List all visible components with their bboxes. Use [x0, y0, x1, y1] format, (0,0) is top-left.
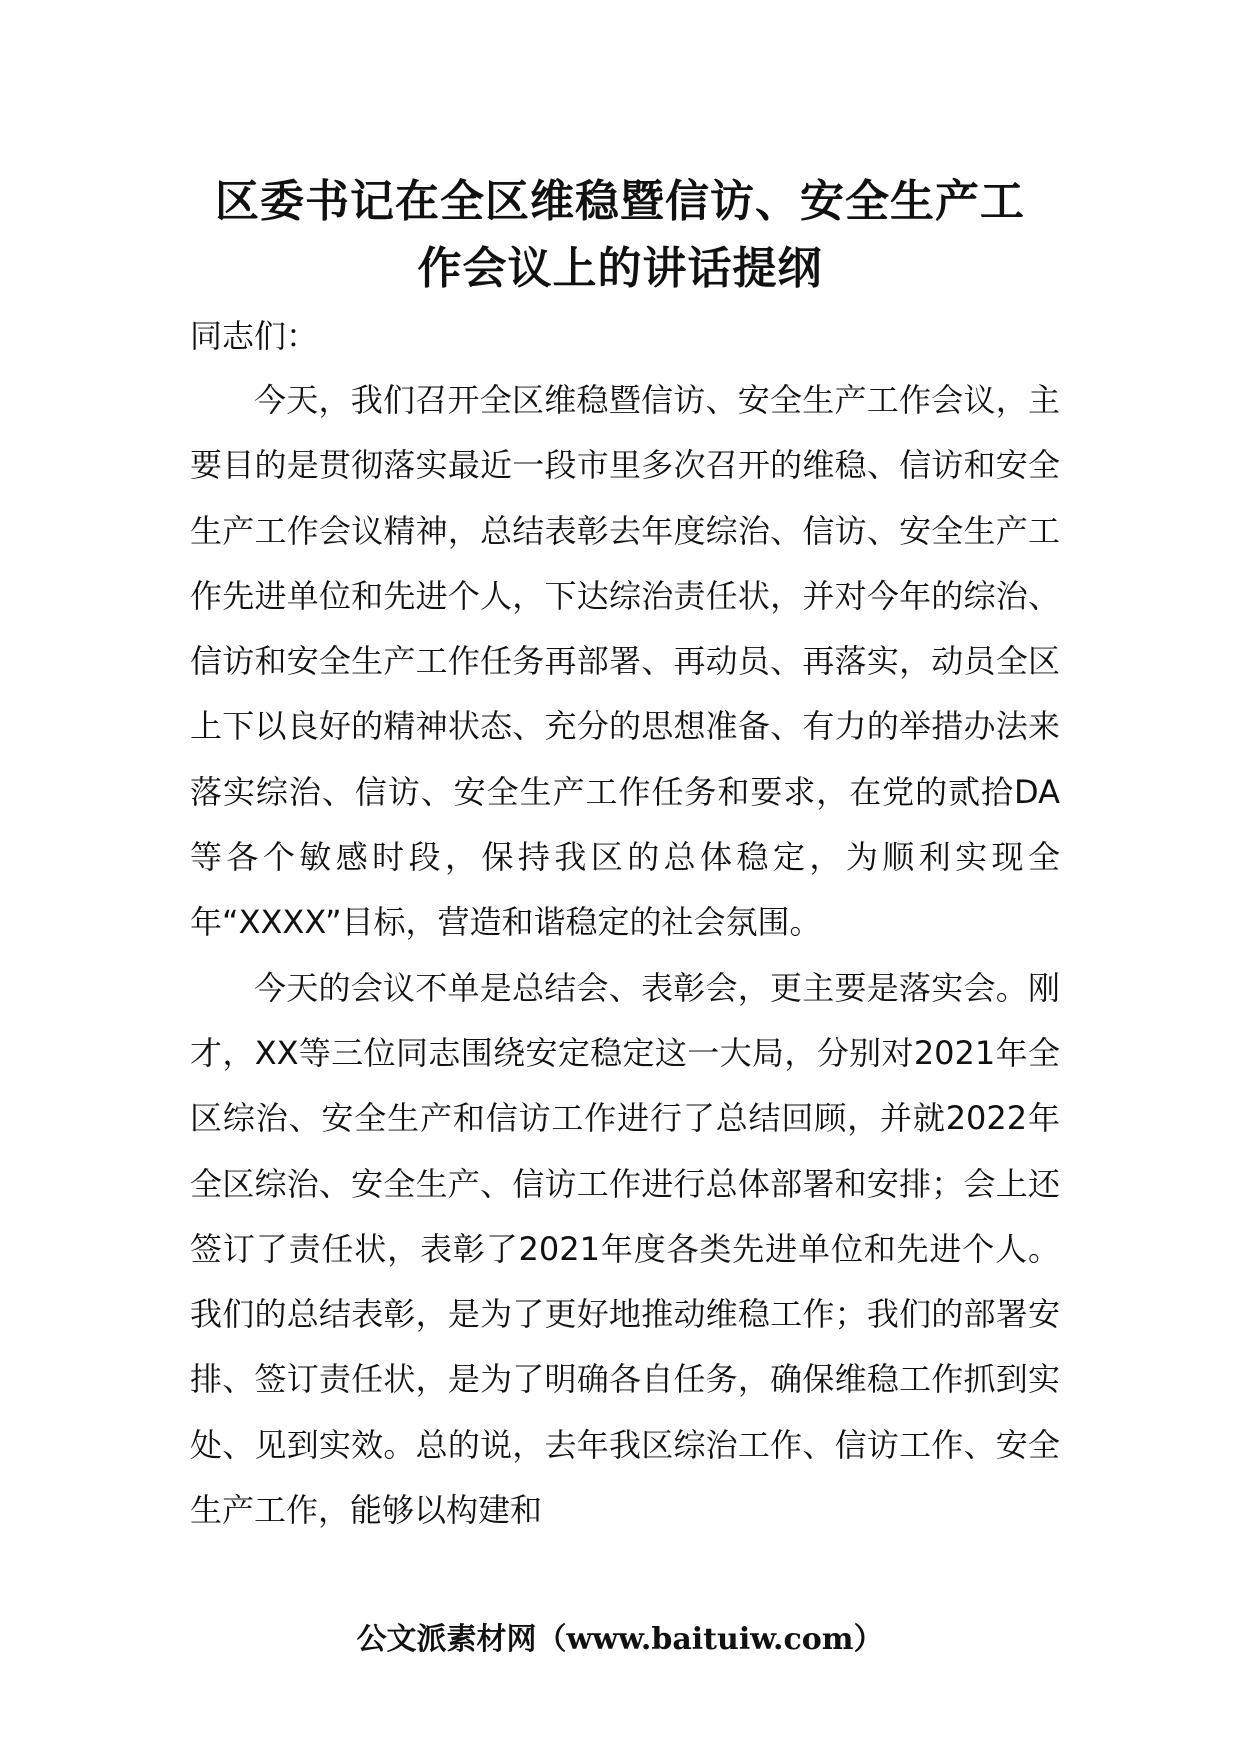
- document-body: [190, 368, 1060, 1543]
- paragraph-1: 今天，我们召开全区维稳暨信访、安全生产工作会议，主要目的是贯彻落实最近一段市里多次召开的维稳、信访和安全生产工作会议精神，总结表彰去年度综治、信访、安全生产工作先进单位和先进个人，下达综治责任状，并对今年的综治、信访和安全生产工作任务再部署、再动员、再落实，动员全区上下以良好的精神状态、充分的思想准备、有力的举措办法来落实综治、信访、安全生产工作任务和要求，在党的贰拾DA等各个敏感时段，保持我区的总体稳定，为顺利实现全年“XXXX”目标，营造和谐稳定的社会氛围。: [190, 381, 1060, 942]
- title-line-1: 区委书记在全区维稳暨信访、安全生产工: [215, 176, 1025, 227]
- footer-watermark: 公文派素材网（www.baituiw.com）: [356, 1622, 884, 1657]
- title-line-2: 作会议上的讲话提纲: [417, 243, 823, 294]
- greeting: 同志们：: [190, 317, 319, 355]
- paragraph-2: 今天的会议不单是总结会、表彰会，更主要是落实会。刚才，XX等三位同志围绕安定稳定这一大局，分别对2021年全区综治、安全生产和信访工作进行了总结回顾，并就2022年全区综治、安全生产、信访工作进行总体部署和安排；会上还签订了责任状，表彰了2021年度各类先进单位和先进个人。我们的总结表彰，是为了更好地推动维稳工作；我们的部署安排、签订责任状，是为了明确各自任务，确保维稳工作抓到实处、见到实效。总的说，去年我区综治工作、信访工作、安全生产工作，能够以构建和: [190, 968, 1060, 1530]
- document-title: [140, 168, 1100, 302]
